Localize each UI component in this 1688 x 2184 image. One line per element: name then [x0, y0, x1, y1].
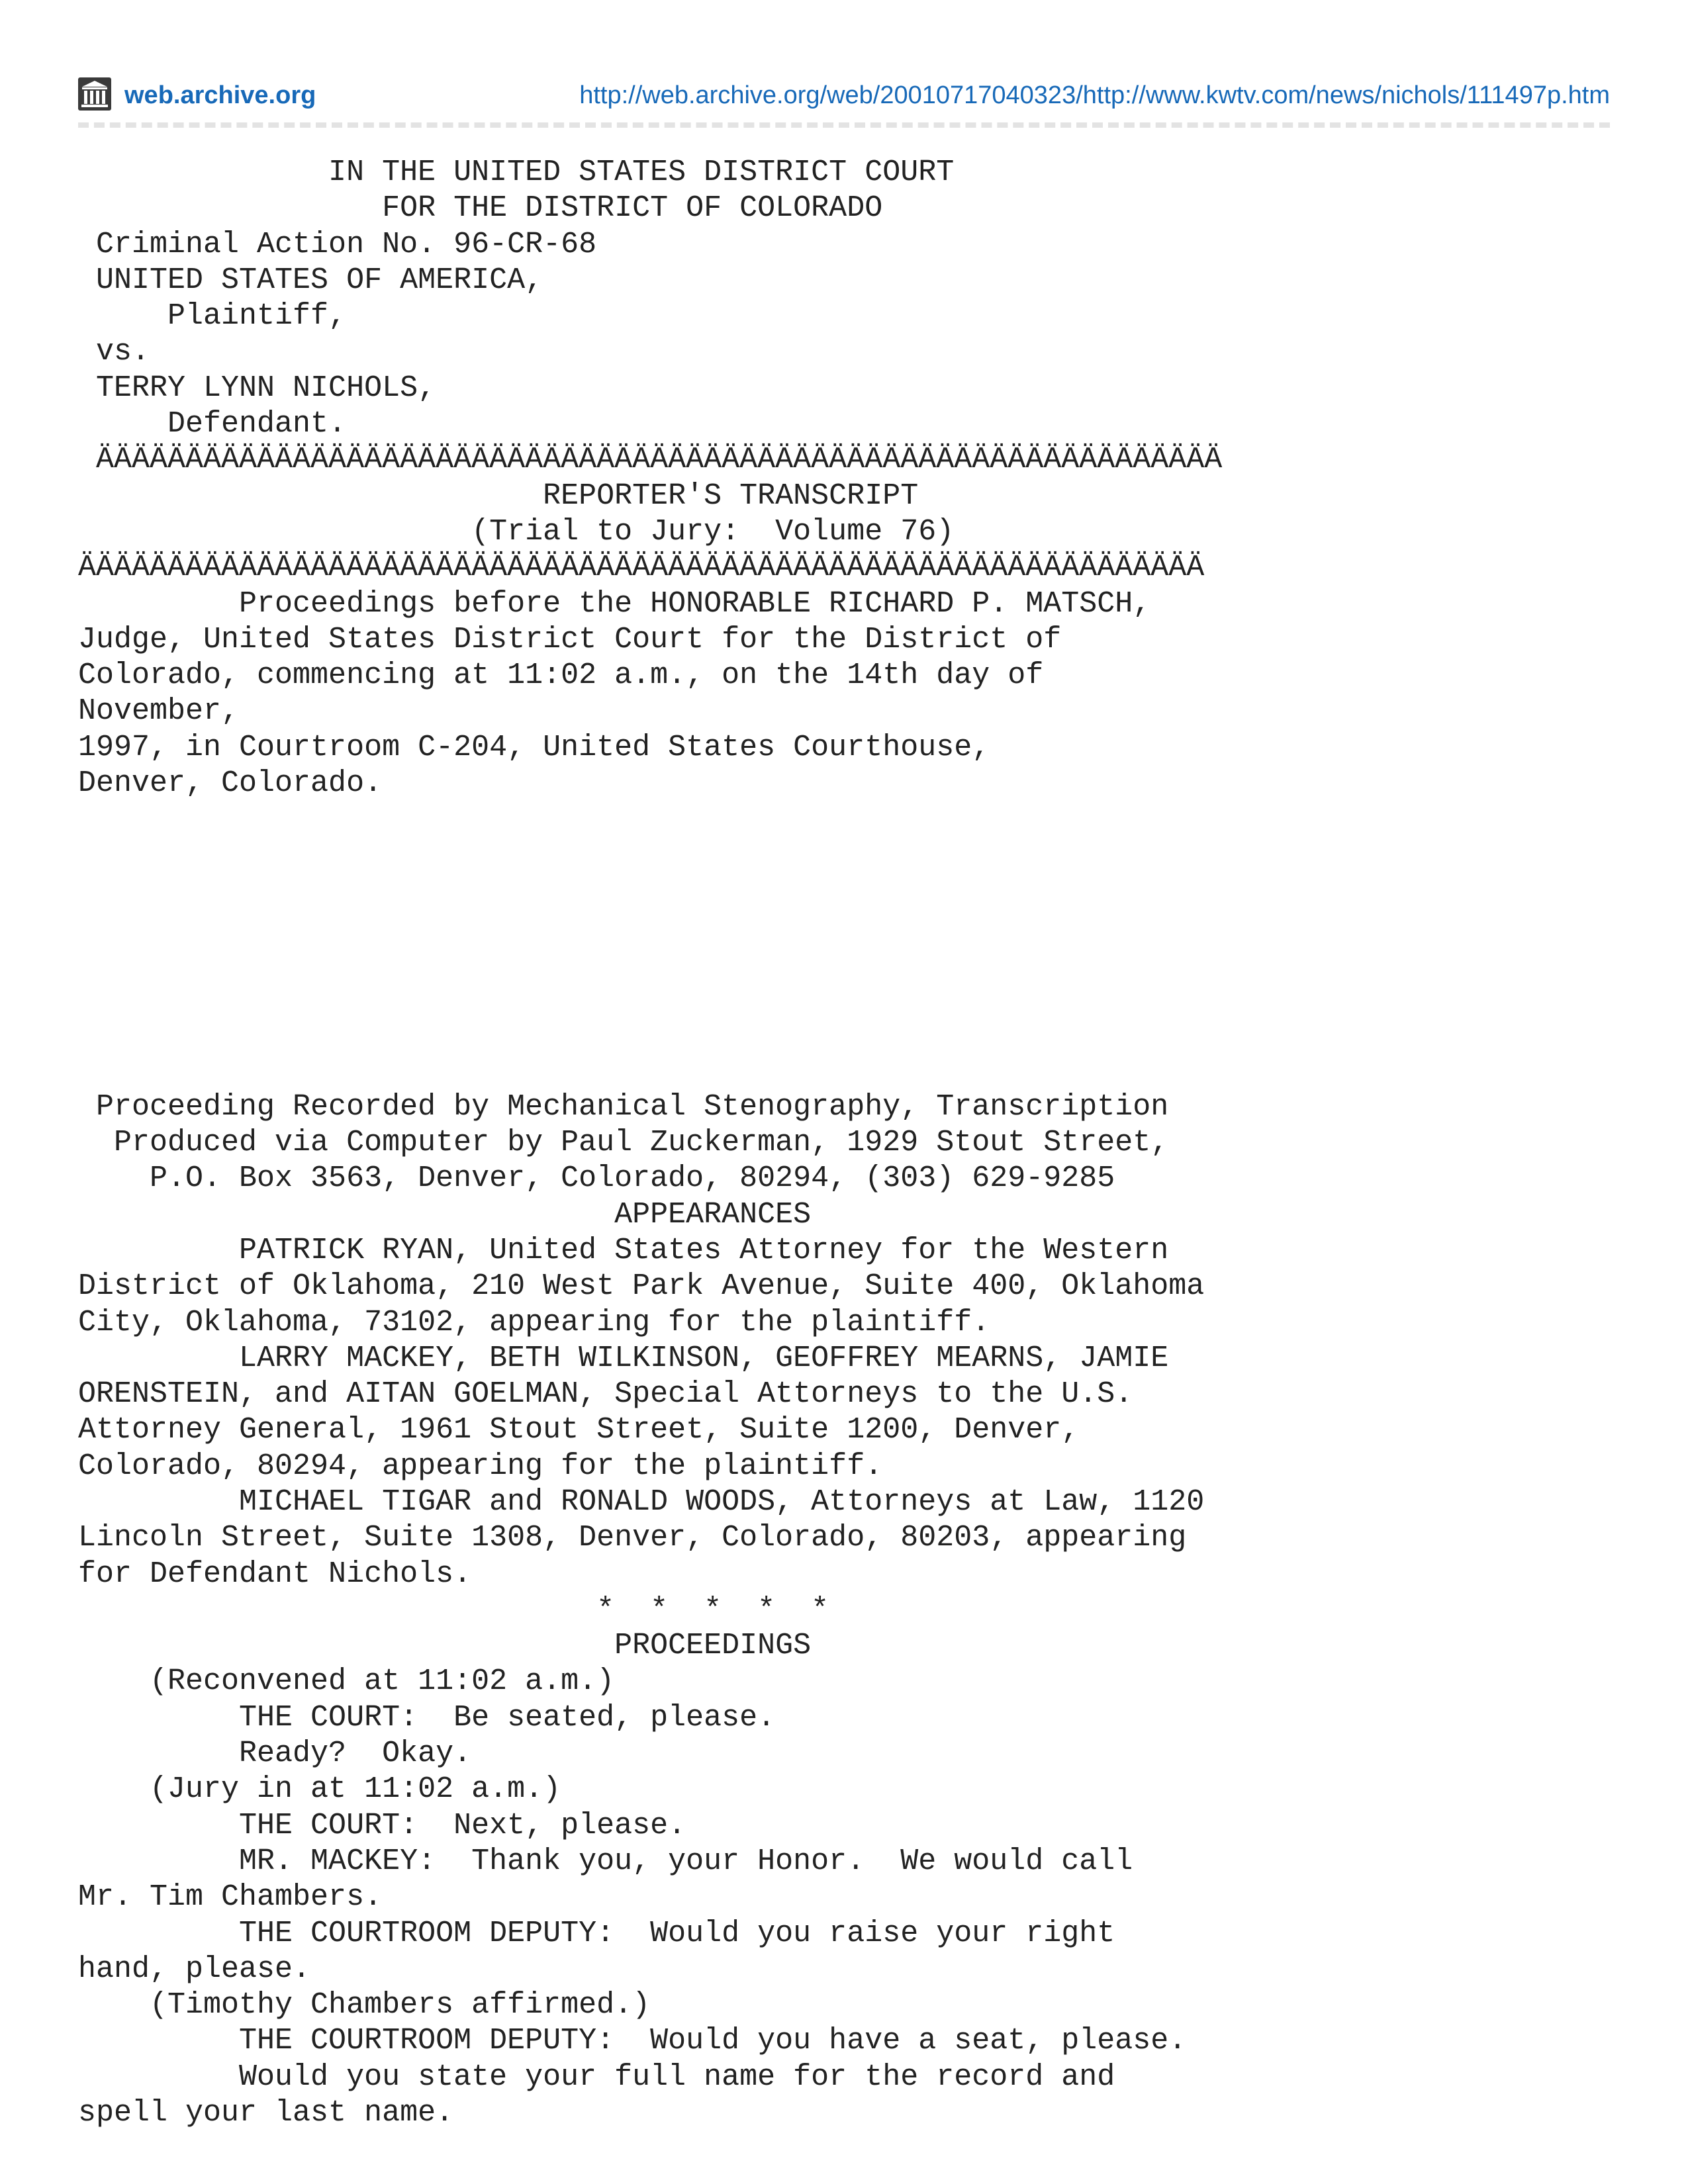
transcript-line: ÄÄÄÄÄÄÄÄÄÄÄÄÄÄÄÄÄÄÄÄÄÄÄÄÄÄÄÄÄÄÄÄÄÄÄÄÄÄÄÄÄÄÄÄÄÄÄÄÄÄÄÄÄÄÄÄÄÄÄÄÄÄÄ [78, 443, 1223, 477]
transcript-line: for Defendant Nichols. [78, 1557, 472, 1591]
transcript-line: Produced via Computer by Paul Zuckerman, 1929 Stout Street, [78, 1126, 1169, 1160]
transcript-line: Judge, United States District Court for the District of [78, 622, 1062, 657]
transcript-line: Colorado, 80294, appearing for the plaintiff. [78, 1449, 883, 1483]
transcript-line: Lincoln Street, Suite 1308, Denver, Colorado, 80203, appearing [78, 1521, 1187, 1555]
transcript-line: hand, please. [78, 1952, 311, 1986]
transcript-line: Ready? Okay. [78, 1737, 472, 1771]
transcript-line: spell your last name. [78, 2096, 454, 2130]
transcript-line: Denver, Colorado. [78, 766, 383, 801]
transcript-line: District of Oklahoma, 210 West Park Avenue, Suite 400, Oklahoma [78, 1269, 1205, 1304]
transcript-line: ÄÄÄÄÄÄÄÄÄÄÄÄÄÄÄÄÄÄÄÄÄÄÄÄÄÄÄÄÄÄÄÄÄÄÄÄÄÄÄÄÄÄÄÄÄÄÄÄÄÄÄÄÄÄÄÄÄÄÄÄÄÄÄ [78, 551, 1205, 585]
transcript-line: THE COURTROOM DEPUTY: Would you raise your right [78, 1916, 1115, 1950]
transcript-body [78, 155, 1610, 2131]
transcript-line: Colorado, commencing at 11:02 a.m., on the 14th day of [78, 659, 1044, 693]
transcript-line: 1997, in Courtroom C-204, United States Courthouse, [78, 730, 990, 764]
site-link[interactable]: web.archive.org [124, 81, 316, 109]
transcript-line: (Jury in at 11:02 a.m.) [78, 1772, 561, 1807]
archive-building-icon[interactable] [78, 77, 111, 111]
transcript-line: (Reconvened at 11:02 a.m.) [78, 1664, 615, 1699]
transcript-line: Proceeding Recorded by Mechanical Stenography, Transcription [78, 1089, 1169, 1124]
transcript-line: Mr. Tim Chambers. [78, 1880, 383, 1915]
archived-url-link[interactable]: http://web.archive.org/web/20010717040323/http://www.kwtv.com/news/nichols/111497p.htm [579, 81, 1610, 109]
transcript-line: PROCEEDINGS [78, 1629, 812, 1663]
header-divider [78, 122, 1610, 128]
transcript-line: THE COURTROOM DEPUTY: Would you have a seat, please. [78, 2024, 1187, 2058]
transcript-line: vs. [78, 335, 150, 369]
transcript-line: IN THE UNITED STATES DISTRICT COURT [78, 156, 955, 189]
transcript-line: APPEARANCES [78, 1197, 812, 1232]
transcript-line: Defendant. [78, 407, 347, 441]
transcript-line: THE COURT: Next, please. [78, 1808, 686, 1843]
transcript-line: City, Oklahoma, 73102, appearing for the plaintiff. [78, 1305, 990, 1340]
transcript-line: THE COURT: Be seated, please. [78, 1700, 776, 1735]
transcript-line: Attorney General, 1961 Stout Street, Suite 1200, Denver, [78, 1413, 1080, 1447]
transcript-line: Criminal Action No. 96-CR-68 [78, 227, 597, 261]
transcript-line: MICHAEL TIGAR and RONALD WOODS, Attorneys at Law, 1120 [78, 1484, 1205, 1519]
transcript-line: P.O. Box 3563, Denver, Colorado, 80294, (303) 629-9285 [78, 1161, 1115, 1196]
transcript-line: FOR THE DISTRICT OF COLORADO [78, 191, 883, 226]
transcript-line: LARRY MACKEY, BETH WILKINSON, GEOFFREY MEARNS, JAMIE [78, 1341, 1169, 1375]
transcript-line: Plaintiff, [78, 299, 347, 334]
transcript-line: Would you state your full name for the record and [78, 2060, 1115, 2094]
transcript-line: November, [78, 694, 240, 729]
transcript-line: Proceedings before the HONORABLE RICHARD P. MATSCH, [78, 586, 1151, 621]
transcript-line: ORENSTEIN, and AITAN GOELMAN, Special Attorneys to the U.S. [78, 1377, 1133, 1412]
transcript-line: (Timothy Chambers affirmed.) [78, 1988, 651, 2023]
transcript-line: REPORTER'S TRANSCRIPT [78, 478, 919, 513]
transcript-line: TERRY LYNN NICHOLS, [78, 371, 436, 405]
transcript-line: (Trial to Jury: Volume 76) [78, 514, 955, 549]
transcript-line: * * * * * [78, 1592, 829, 1627]
transcript-line: PATRICK RYAN, United States Attorney for the Western [78, 1233, 1169, 1267]
transcript-line: UNITED STATES OF AMERICA, [78, 263, 543, 297]
transcript-line: MR. MACKEY: Thank you, your Honor. We would call [78, 1844, 1133, 1878]
archive-header [78, 76, 1610, 116]
